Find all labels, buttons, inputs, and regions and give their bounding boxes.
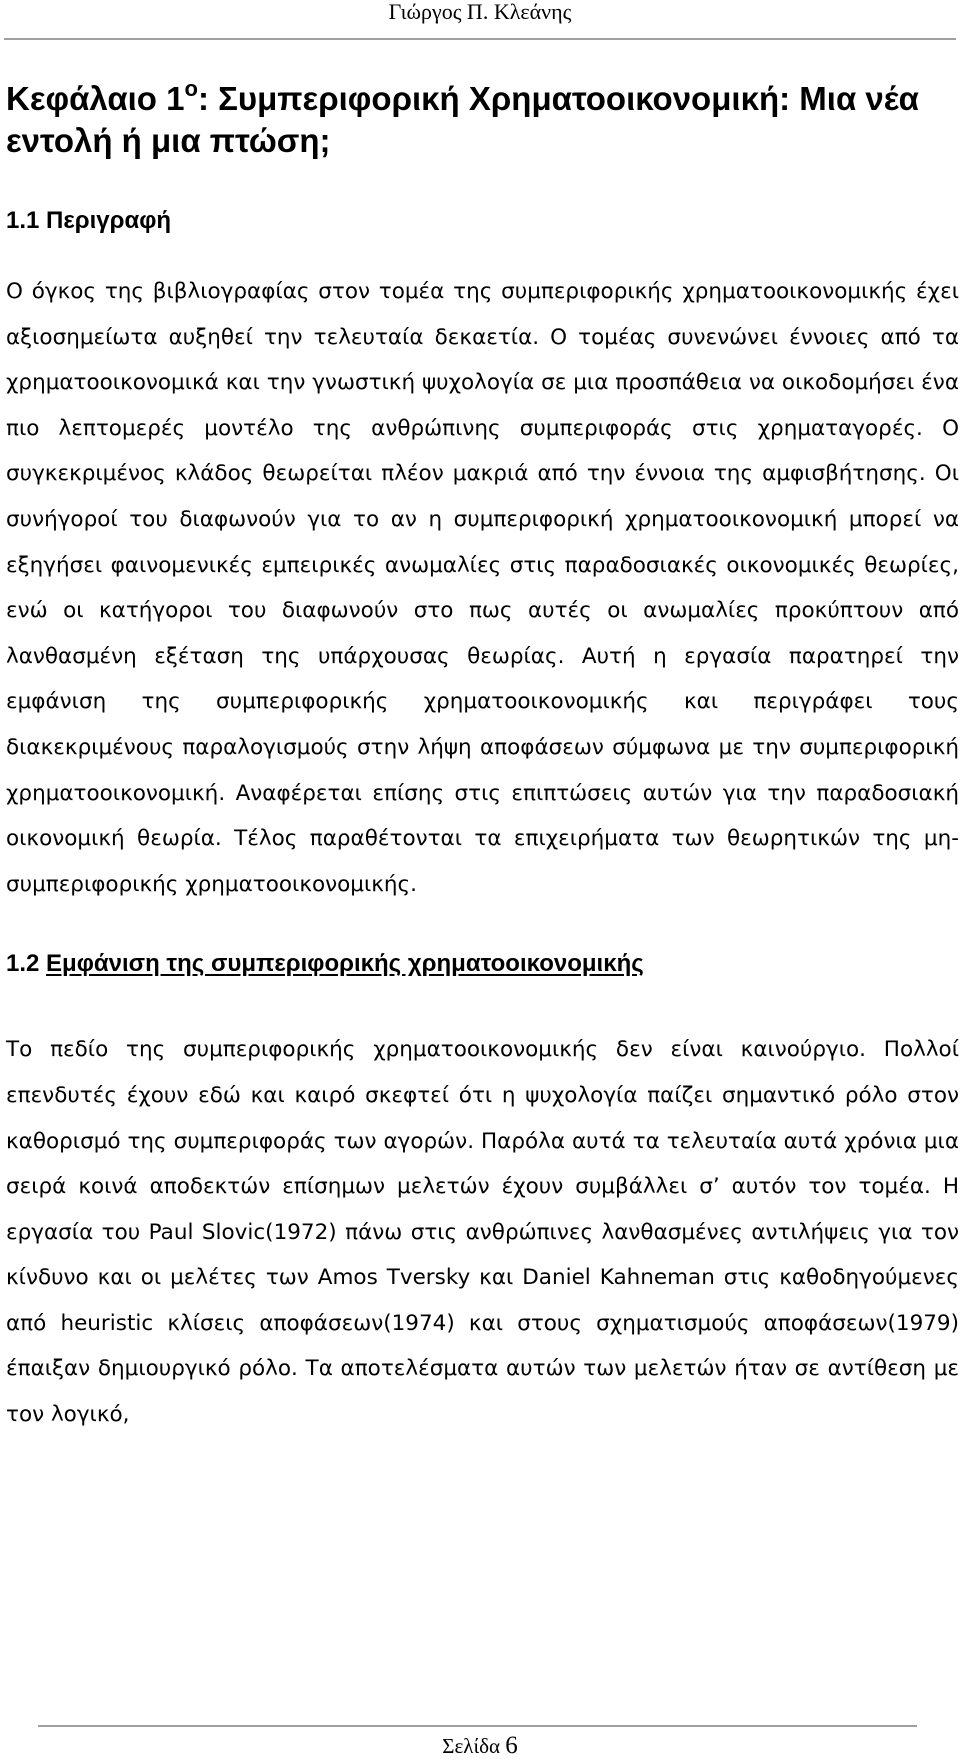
section-heading-1-2-title: Εμφάνιση της συμπεριφορικής χρηματοοικονομικής — [46, 950, 644, 978]
page-content — [6, 78, 959, 1438]
page-number: 6 — [505, 1732, 518, 1759]
section-heading-1-2-number: 1.2 — [6, 950, 40, 978]
section-1-2-paragraph: Το πεδίο της συμπεριφορικής χρηματοοικονομικής δεν είναι καινούργιο. Πολλοί επενδυτές έχουν εδώ και καιρό σκεφτεί ότι η ψυχολογία παίζει σημαντικό ρόλο στον καθορισμό της συμπεριφοράς των αγορών. Παρόλα αυτά τα τελευταία αυτά χρόνια μια σειρά κοινά αποδεκτών επίσημων μελετών έχουν συμβάλλει σ’ αυτόν τον τομέα. Η εργασία του Paul Slovic(1972) πάνω στις ανθρώπινες λανθασμένες αντιλήψεις για τον κίνδυνο και οι μελέτες των Amos Tversky και Daniel Kahneman στις καθοδηγούμενες από heuristic κλίσεις αποφάσεων(1974) και στους σχηματισμούς αποφάσεων(1979) έπαιξαν δημιουργικό ρόλο. Τα αποτελέσματα αυτών των μελετών ήταν σε αντίθεση με τον λογικό, — [6, 1037, 959, 1428]
section-heading-1-2 — [6, 949, 959, 979]
page-label: Σελίδα — [442, 1734, 501, 1758]
chapter-title — [6, 78, 959, 162]
chapter-title-rest: : Συμπεριφορική Χρηματοοικονομική: Μια νέα εντολή ή μια πτώση; — [6, 80, 919, 159]
page-header-author: Γιώργος Π. Κλεάνης — [388, 0, 572, 24]
page-footer — [0, 1733, 960, 1759]
header-divider — [4, 38, 956, 40]
chapter-title-prefix: Κεφάλαιο 1 — [6, 80, 185, 117]
section-1-1-paragraph: Ο όγκος της βιβλιογραφίας στον τομέα της συμπεριφορικής χρηματοοικονομικής έχει αξιοσημείωτα αυξηθεί την τελευταία δεκαετία. Ο τομέας συνενώνει έννοιες από τα χρηματοοικονομικά και την γνωστική ψυχολογία σε μια προσπάθεια να οικοδομήσει ένα πιο λεπτομερές μοντέλο της ανθρώπινης συμπεριφοράς στις χρηματαγορές. Ο συγκεκριμένος κλάδος θεωρείται πλέον μακριά από την έννοια της αμφισβήτησης. Οι συνήγοροί του διαφωνούν για το αν η συμπεριφορική χρηματοοικονομική μπορεί να εξηγήσει φαινομενικές εμπειρικές ανωμαλίες στις παραδοσιακές οικονομικές θεωρίες, ενώ οι κατήγοροι του διαφωνούν στο πως αυτές οι ανωμαλίες προκύπτουν από λανθασμένη εξέταση της υπάρχουσας θεωρίας. Αυτή η εργασία παρατηρεί την εμφάνιση της συμπεριφορικής χρηματοοικονομικής και περιγράφει τους διακεκριμένους παραλογισμούς στην λήψη αποφάσεων σύμφωνα με την συμπεριφορική χρηματοοικονομική. Αναφέρεται επίσης στις επιπτώσεις αυτών για την παραδοσιακή οικονομική θεωρία. Τέλος παραθέτονται τα επιχειρήματα των θεωρητικών της μη-συμπεριφορικής χρηματοοικονομικής. — [6, 279, 959, 897]
section-heading-1-1: 1.1 Περιγραφή — [6, 207, 172, 234]
footer-divider — [38, 1725, 917, 1727]
chapter-title-superscript: ο — [184, 76, 198, 101]
